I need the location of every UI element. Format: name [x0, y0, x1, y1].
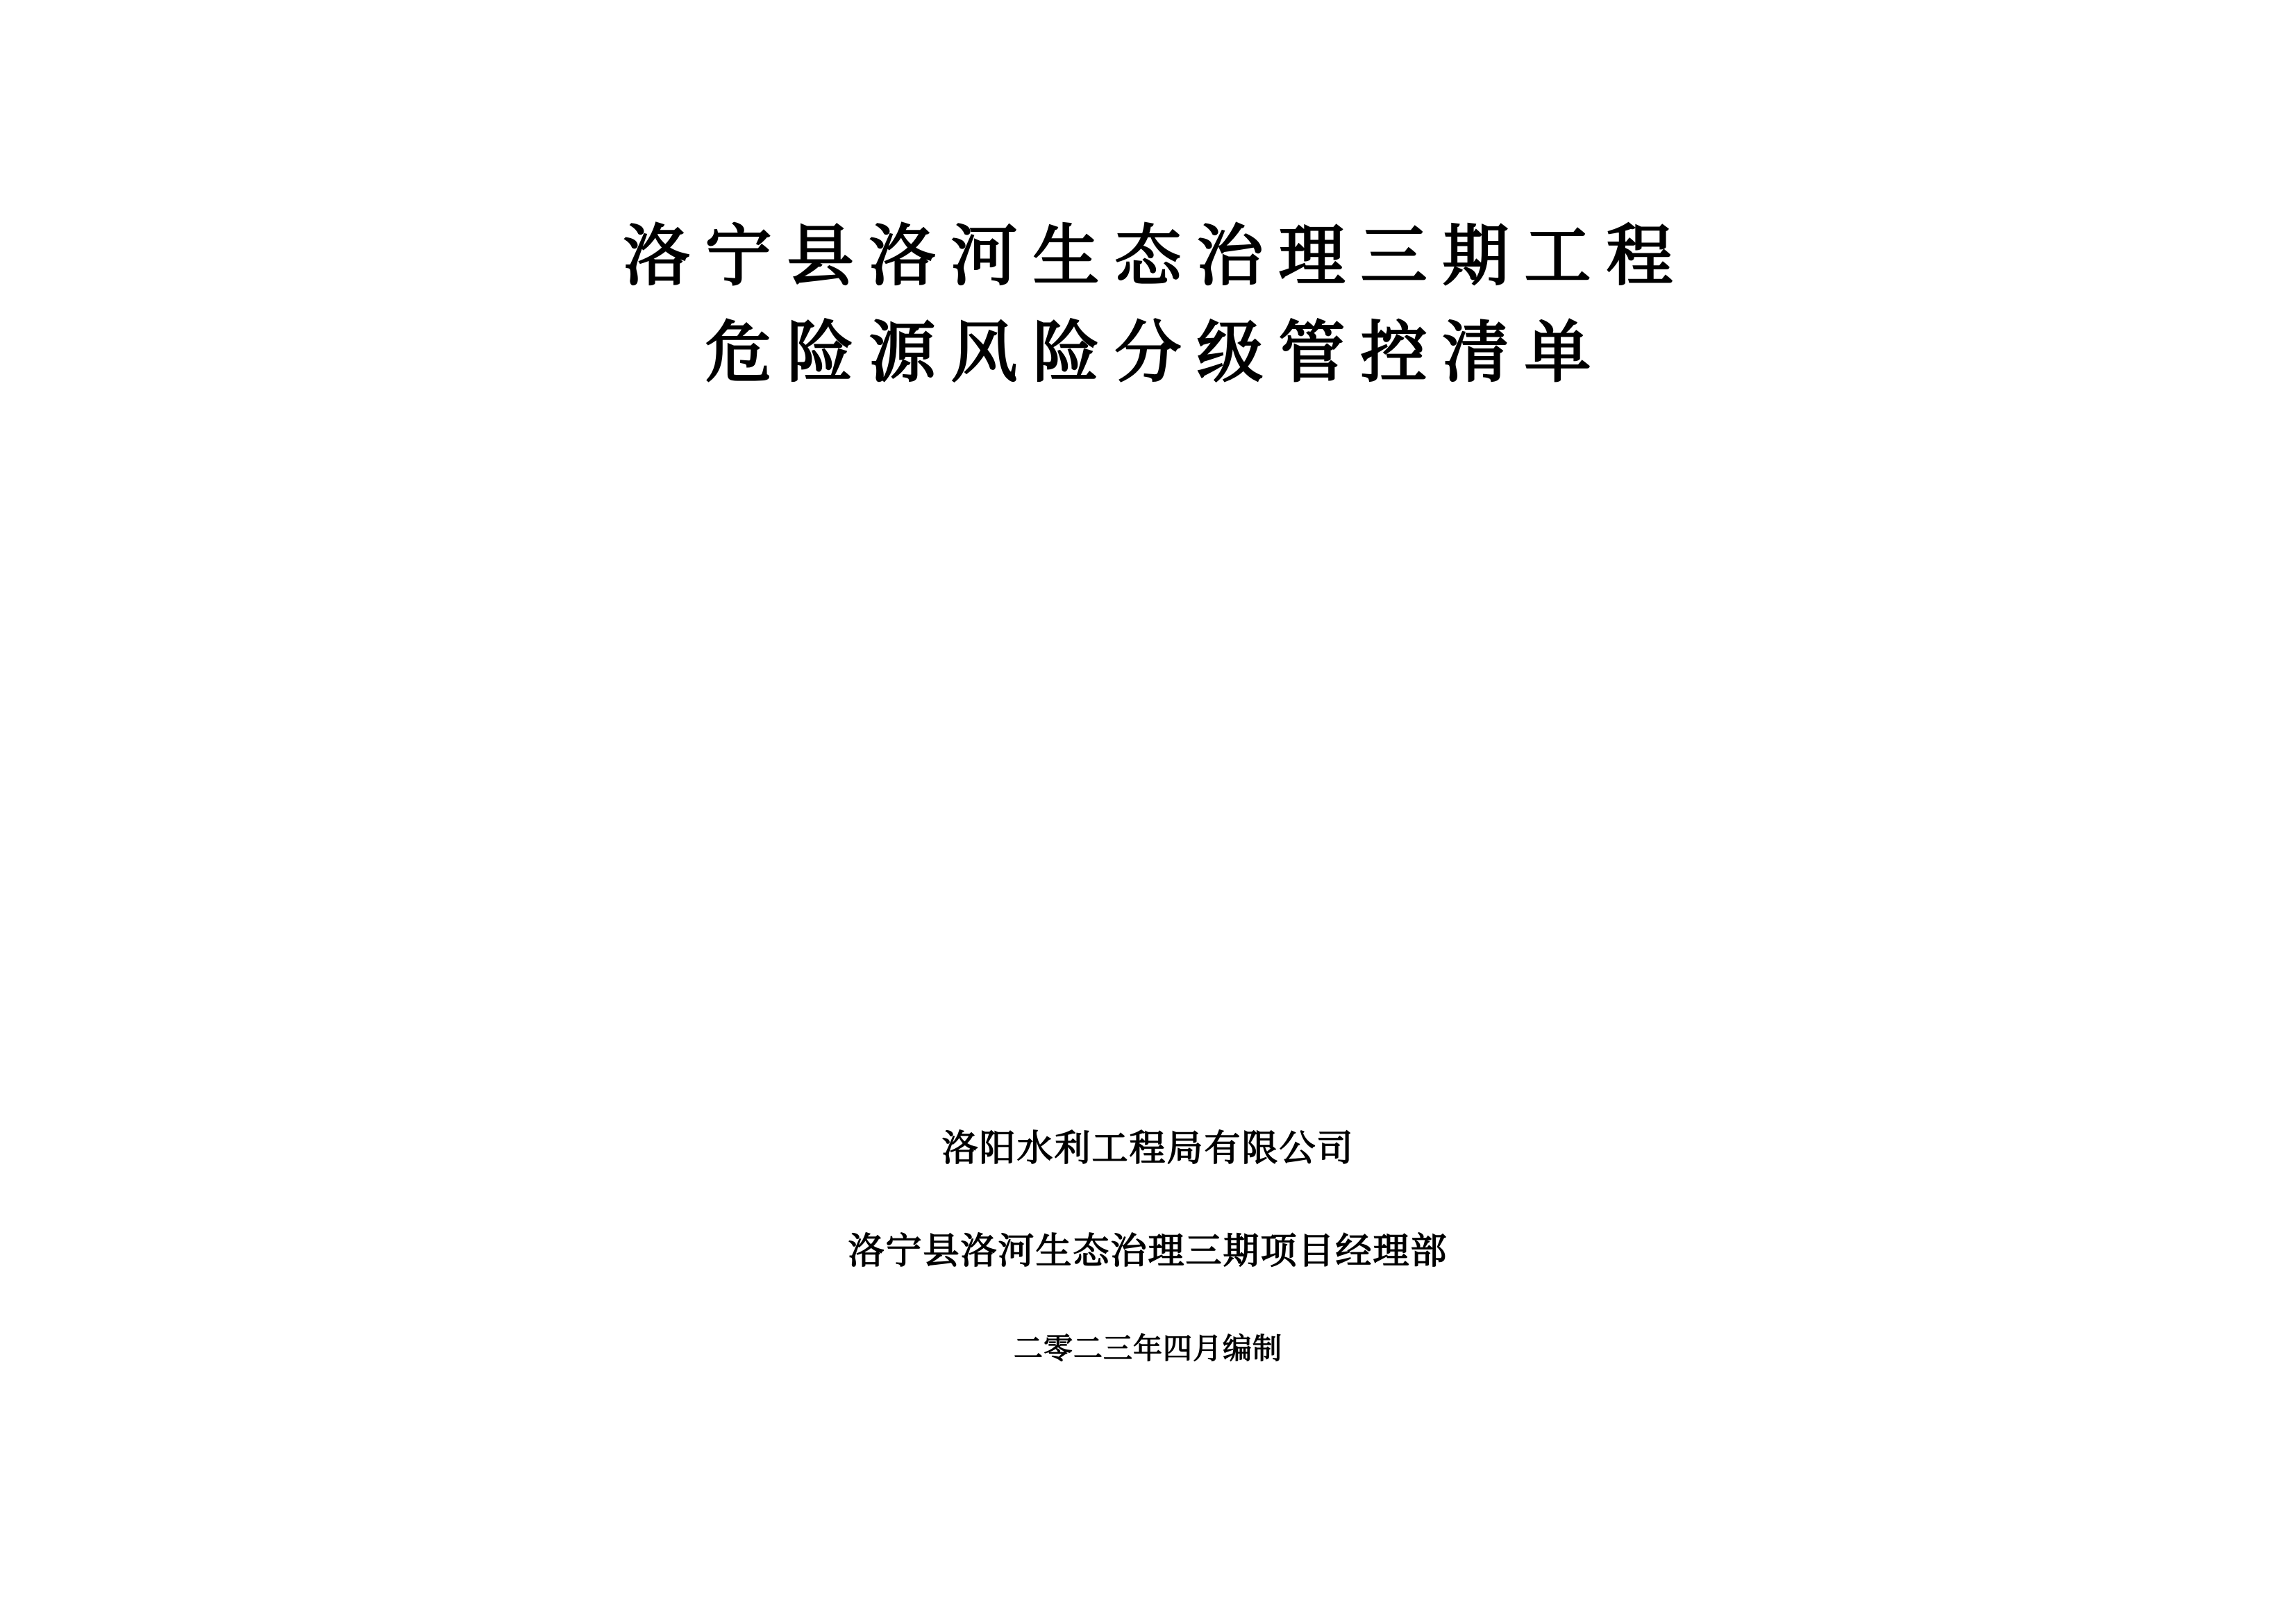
title-line-2: 危险源风险分级管控清单 — [705, 316, 1607, 391]
document-title — [0, 208, 2296, 401]
title-line-1: 洛宁县洛河生态治理三期工程 — [623, 219, 1689, 294]
compilation-date: 二零二三年四月编制 — [1013, 1332, 1282, 1365]
company-name: 洛阳水利工程局有限公司 — [941, 1129, 1355, 1169]
department-name: 洛宁县洛河生态治理三期项目经理部 — [848, 1231, 1448, 1272]
document-footer — [0, 1125, 2296, 1368]
